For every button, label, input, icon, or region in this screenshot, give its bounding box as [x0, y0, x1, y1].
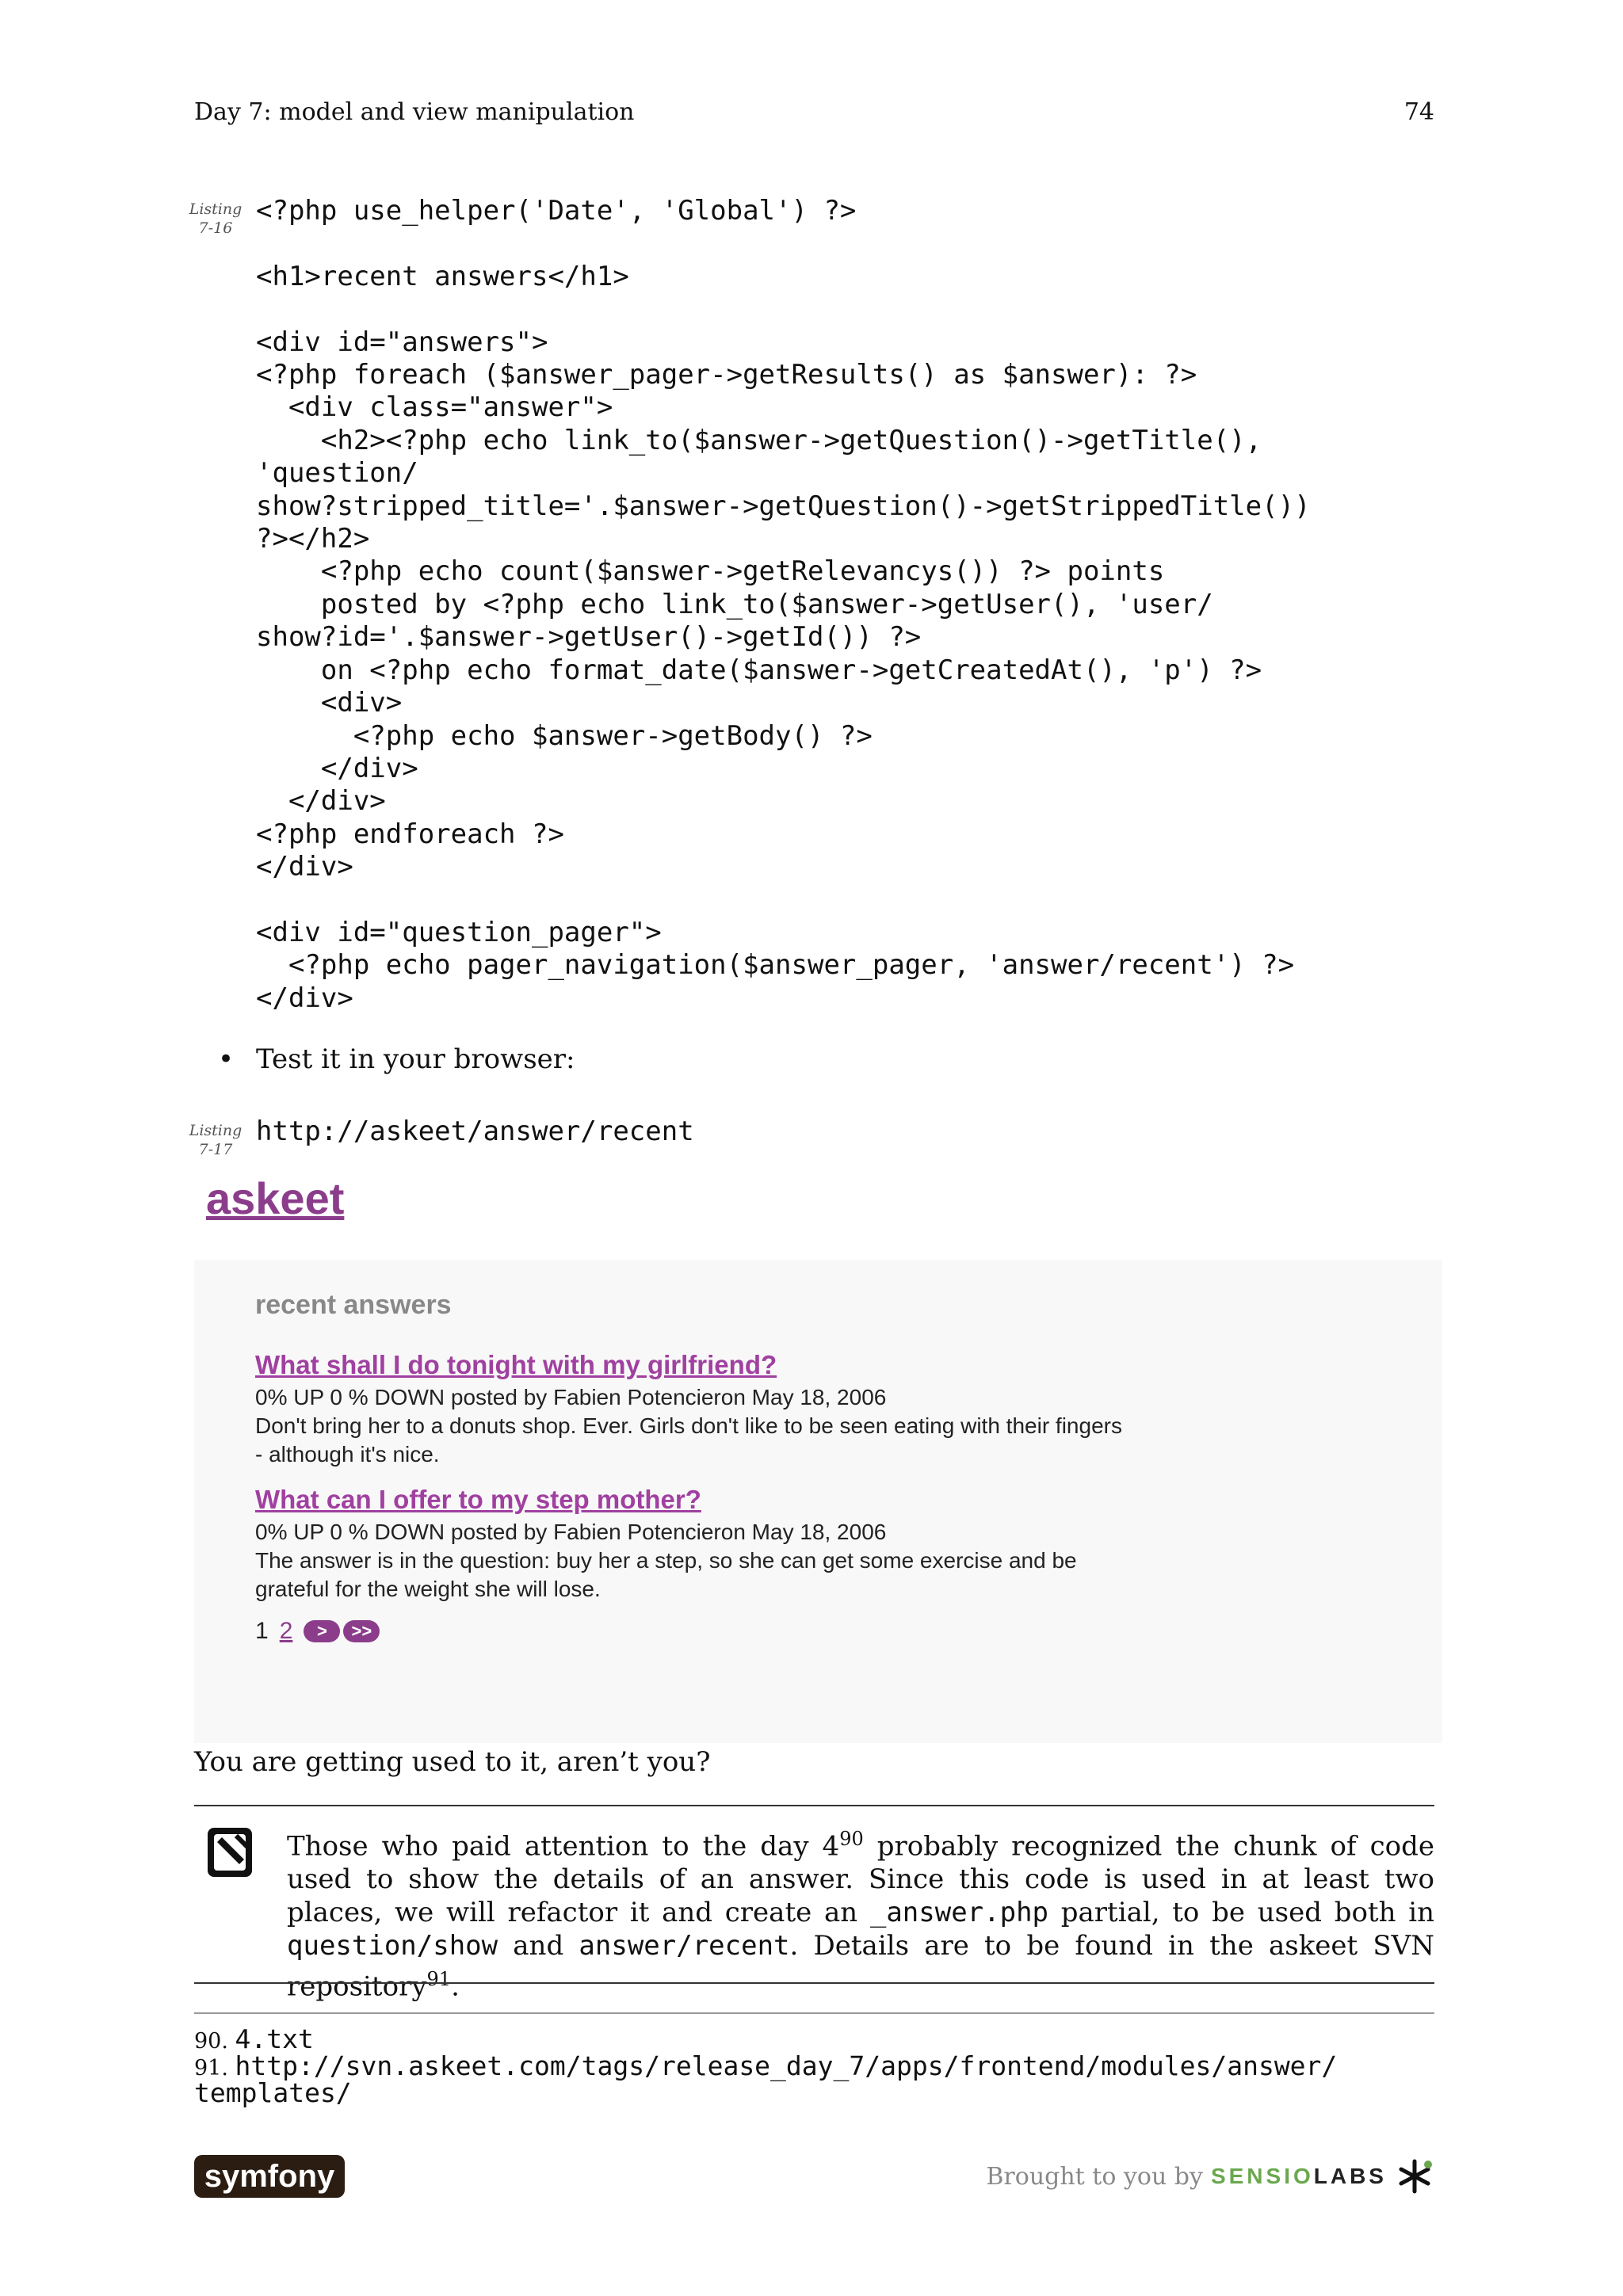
- answer-body-line: The answer is in the question: buy her a step, so she can get some exercise and be: [255, 1548, 1077, 1573]
- footnote-item: [194, 2050, 1337, 2081]
- footnote-rule: [194, 2012, 1434, 2014]
- note-icon: [204, 1825, 257, 1882]
- listing-label: [184, 200, 247, 238]
- pager-page-2-link[interactable]: 2: [279, 1618, 293, 1644]
- listing-label: [184, 1121, 247, 1159]
- pager-next-icon[interactable]: >: [304, 1620, 340, 1642]
- askeet-logo-link[interactable]: askeet: [206, 1173, 345, 1223]
- bullet-marker: •: [218, 1043, 235, 1075]
- page-number: 74: [1403, 98, 1434, 126]
- page-header-title: Day 7: model and view manipulation: [194, 98, 635, 126]
- answer-meta: 0% UP 0 % DOWN posted by Fabien Potencieron May 18, 2006: [255, 1385, 887, 1409]
- body-paragraph: You are getting used to it, aren’t you?: [194, 1746, 711, 1778]
- answer-meta: 0% UP 0 % DOWN posted by Fabien Potencieron May 18, 2006: [255, 1520, 887, 1544]
- bullet-text: Test it in your browser:: [256, 1043, 575, 1075]
- footnote-item-continued: [194, 2077, 352, 2108]
- question-title-link[interactable]: What shall I do tonight with my girlfriend?: [255, 1350, 777, 1379]
- pager-navigation: [255, 1618, 380, 1645]
- footnote-link[interactable]: 4.txt: [235, 2023, 314, 2054]
- footnote-ref-91[interactable]: 91: [426, 1968, 452, 1991]
- pager-last-icon[interactable]: >>: [343, 1620, 380, 1642]
- listing-label-word: Listing: [189, 200, 242, 218]
- code-listing-7-16: <?php use_helper('Date', 'Global') ?> <h1>recent answers</h1> <div id="answers"> <?php foreach ($answer_pager->getResults() as $answer): ?> <div class="answer"> <h2><?php echo link_to($answer->getQuestion()->getTitle(), 'question/ show?stripped_title='.$answer->getQuestion()->getStrippedTitle()) ?></h2> <?php echo count($answer->getRelevancys()) ?> points posted by <?php echo link_to($answer->getUser(), 'user/ show?id='.$answer->getUser()->getId()) ?> on <?php echo format_date($answer->getCreatedAt(), 'p') ?> <div> <?php echo $answer->getBody() ?> </div> </div> <?php endforeach ?> </div> <div id="question_pager"> <?php echo pager_navigation($answer_pager, 'answer/recent') ?> </div>: [256, 195, 1311, 1014]
- note-bottom-rule: [194, 1982, 1434, 1984]
- recent-answers-heading: recent answers: [255, 1290, 452, 1320]
- pager-current-page: 1: [255, 1618, 269, 1644]
- question-title-link[interactable]: What can I offer to my step mother?: [255, 1485, 701, 1514]
- brought-to-you-text: Brought to you by: [986, 2162, 1203, 2191]
- sensiolabs-star-icon: [1395, 2157, 1434, 2196]
- answer-body-line: Don't bring her to a donuts shop. Ever. Girls don't like to be seen eating with their fingers: [255, 1413, 1122, 1438]
- footnote-number: 90.: [194, 2029, 228, 2054]
- listing-label-number: 7-16: [198, 219, 233, 237]
- footnote-number: 91.: [194, 2056, 228, 2081]
- footnote-link-continued[interactable]: templates/: [194, 2077, 352, 2108]
- footnote-ref-90[interactable]: 90: [839, 1828, 864, 1850]
- answer-item: [255, 1485, 1412, 1604]
- note-text: Those who paid attention to the day $4^{90}$ probably recognized the chunk of code used to show the details of an answer. Since this code is used in at least two places, we will refactor it and create an _answer.php partial, to be used both in question/show and answer/recent. Details are to be found in the askeet SVN repository$^{91}$.: [287, 1828, 1435, 2003]
- answer-body-line: grateful for the weight she will lose.: [255, 1577, 601, 1601]
- sponsor-line: [986, 2157, 1434, 2196]
- listing-label-word: Listing: [189, 1122, 242, 1139]
- footnote-link[interactable]: http://svn.askeet.com/tags/release_day_7/apps/frontend/modules/answer/: [235, 2050, 1338, 2081]
- symfony-logo: symfony: [194, 2155, 345, 2198]
- sensiolabs-logo: SENSIOLABS: [1210, 2164, 1387, 2188]
- answer-item: [255, 1350, 1412, 1469]
- code-listing-7-17: http://askeet/answer/recent: [256, 1116, 694, 1147]
- bullet-item: [218, 1043, 575, 1075]
- note-top-rule: [194, 1805, 1434, 1806]
- listing-label-number: 7-17: [198, 1141, 233, 1158]
- answer-body-line: - although it's nice.: [255, 1442, 440, 1466]
